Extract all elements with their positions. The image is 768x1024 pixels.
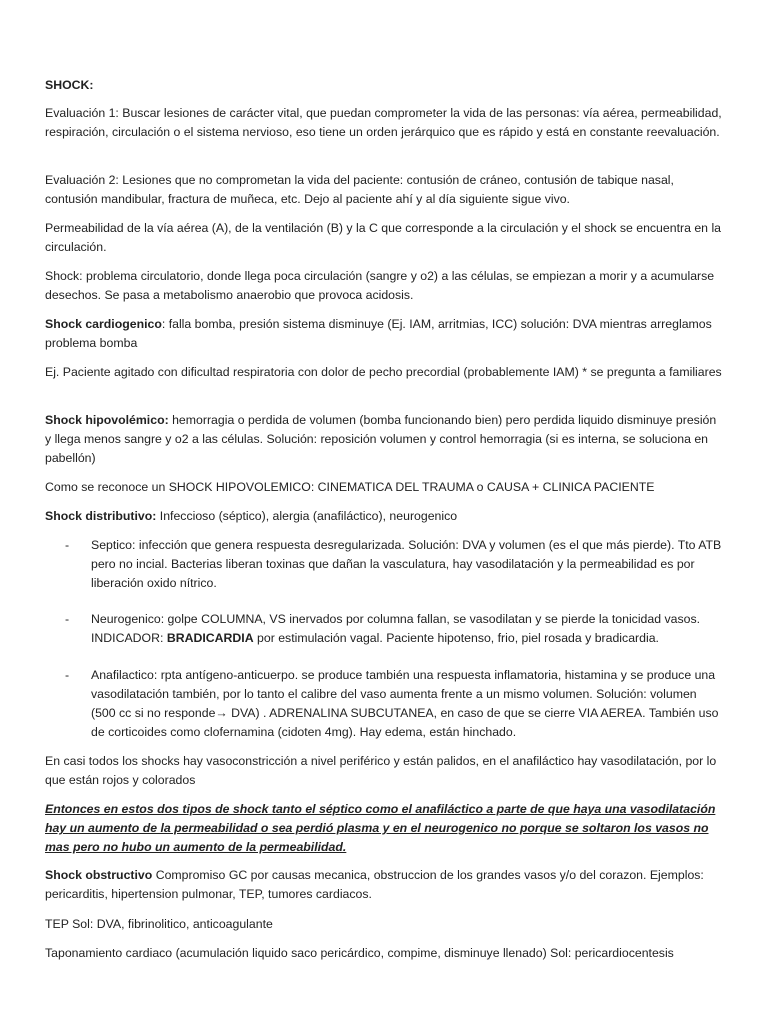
cardiogenico-term: Shock cardiogenico [45, 317, 162, 331]
distributivo-paragraph [45, 507, 723, 526]
entonces-paragraph: Entonces en estos dos tipos de shock tanto el séptico como el anafiláctico a parte de que haya una vasodilatación hay un aumento de la permeabilidad o sea perdió plasma y en el neurogenico no porque se soltaron los vasos no mas pero no hubo un aumento de la permeabilidad. [45, 802, 716, 854]
bullet-marker: - [65, 538, 70, 552]
casi-todos-paragraph: En casi todos los shocks hay vasoconstricción a nivel periférico y están palidos, en el anafiláctico hay vasodilatación, por lo que están rojos y colorados [45, 754, 717, 787]
evaluacion-2-paragraph: Evaluación 2: Lesiones que no comprometan la vida del paciente: contusión de cráneo, contusión de tabique nasal, contusión mandibular, fractura de muñeca, etc. Dejo al paciente ahí y al día siguiente sigue vivo. [45, 173, 674, 206]
permeabilidad-paragraph: Permeabilidad de la vía aérea (A), de la ventilación (B) y la C que corresponde a la circulación y el shock se encuentra en la circulación. [45, 221, 722, 254]
obstructivo-paragraph [45, 866, 723, 904]
distributivo-text: Infeccioso (séptico), alergia (anafiláctico), neurogenico [156, 509, 458, 523]
evaluacion-1-paragraph: Evaluación 1: Buscar lesiones de carácter vital, que puedan comprometer la vida de las personas: vía aérea, permeabilidad, respiración, circulación o el sistema nervioso, eso tiene un orden jerárquico que es rápido y está en constante reevaluación. [45, 106, 722, 139]
ejemplo-paragraph: Ej. Paciente agitado con dificultad respiratoria con dolor de pecho precordial (probablemente IAM) * se pregunta a familiares [45, 365, 722, 379]
tep-paragraph: TEP Sol: DVA, fibrinolitico, anticoagulante [45, 917, 273, 931]
septico-bullet: Septico: infección que genera respuesta desregularizada. Solución: DVA y volumen (es el que más pierde). Tto ATB pero no incial. Bacterias liberan toxinas que dañan la vasculatura, hay vasodilatación y la permeabilidad es por liberación oxido nítrico. [91, 538, 722, 590]
shock-definition-paragraph: Shock: problema circulatorio, donde llega poca circulación (sangre y o2) a las células, se empiezan a morir y a acumularse desechos. Se pasa a metabolismo anaerobio que provoca acidosis. [45, 269, 715, 302]
anafilactico-bullet: Anafilactico: rpta antígeno-anticuerpo. se produce también una respuesta inflamatoria, histamina y se produce una vasodilatación también, por lo tanto el calibre del vaso aumenta frente a un mismo volumen. Solución: volumen (500 cc si no responde→ DVA) . ADRENALINA SUBCUTANEA, en caso de que se cierre VIA AEREA. También uso de corticoides como clofernamina (cidoten 4mg). Hay edema, están hinchado. [91, 668, 719, 739]
cardiogenico-text: : falla bomba, presión sistema disminuye (Ej. IAM, arritmias, ICC) solución: DVA mientras arreglamos problema bomba [45, 317, 712, 350]
hipovolemico-term: Shock hipovolémico: [45, 413, 169, 427]
neurogenico-bullet [91, 610, 723, 648]
taponamiento-paragraph: Taponamiento cardiaco (acumulación liquido saco pericárdico, compime, disminuye llenado) Sol: pericardiocentesis [45, 946, 674, 960]
bullet-marker: - [65, 668, 70, 682]
document-title: SHOCK: [45, 78, 94, 92]
neurogenico-text-b: por estimulación vagal. Paciente hipotenso, frio, piel rosada y bradicardia. [253, 631, 659, 645]
obstructivo-term: Shock obstructivo [45, 868, 153, 882]
distributivo-term: Shock distributivo: [45, 509, 157, 523]
cardiogenico-paragraph [45, 315, 723, 353]
hipovolemico-text: hemorragia o perdida de volumen (bomba funcionando bien) pero perdida liquido disminuye presión y llega menos sangre y o2 a las células. Solución: reposición volumen y control hemorragia (si es interna, se soluciona en pabellón) [45, 413, 717, 465]
obstructivo-text: Compromiso GC por causas mecanica, obstruccion de los grandes vasos y/o del corazon. Ejemplos: pericarditis, hipertension pulmonar, TEP, tumores cardiacos. [45, 868, 704, 901]
bradicardia-term: BRADICARDIA [166, 631, 254, 645]
reconoce-paragraph: Como se reconoce un SHOCK HIPOVOLEMICO: CINEMATICA DEL TRAUMA o CAUSA + CLINICA PACIENTE [45, 480, 655, 494]
hipovolemico-paragraph [45, 411, 723, 468]
neurogenico-text-a: Neurogenico: golpe COLUMNA, VS inervados por columna fallan, se vasodilatan y se pierde la tonicidad vasos. INDICADOR: [91, 612, 701, 645]
bullet-marker: - [65, 612, 70, 626]
